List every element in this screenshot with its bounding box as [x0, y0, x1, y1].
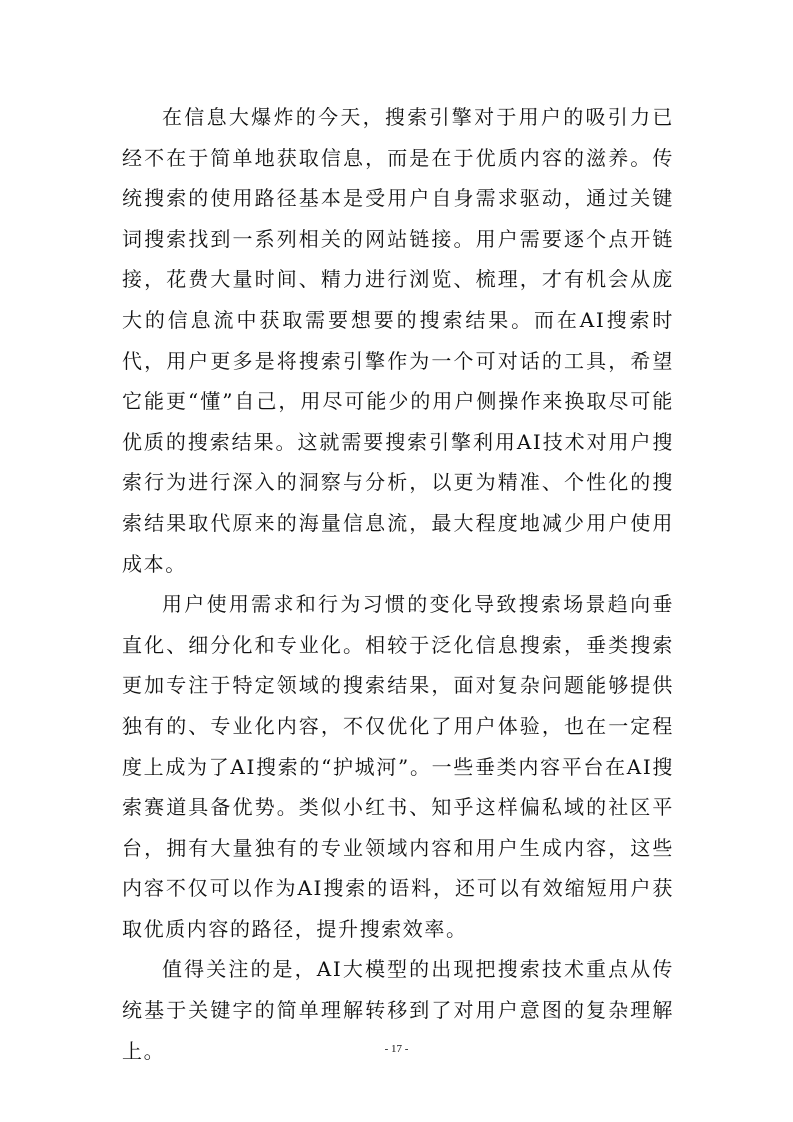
paragraph-2: 用户使用需求和行为习惯的变化导致搜索场景趋向垂直化、细分化和专业化。相较于泛化信息搜索，垂类搜索更加专注于特定领域的搜索结果，面对复杂问题能够提供独有的、专业化内容，不仅优化了用户体验，也在一定程度上成为了AI搜索的“护城河”。一些垂类内容平台在AI搜索赛道具备优势。类似小红书、知乎这样偏私域的社区平台，拥有大量独有的专业领域内容和用户生成内容，这些内容不仅可以作为AI搜索的语料，还可以有效缩短用户获取优质内容的路径，提升搜索效率。: [122, 592, 674, 941]
paragraph-1: 在信息大爆炸的今天，搜索引擎对于用户的吸引力已经不在于简单地获取信息，而是在于优质内容的滋养。传统搜索的使用路径基本是受用户自身需求驱动，通过关键词搜索找到一系列相关的网站链接。用户需要逐个点开链接，花费大量时间、精力进行浏览、梳理，才有机会从庞大的信息流中获取需要想要的搜索结果。而在AI搜索时代，用户更多是将搜索引擎作为一个可对话的工具，希望它能更“懂”自己，用尽可能少的用户侧操作来换取尽可能优质的搜索结果。这就需要搜索引擎利用AI技术对用户搜索行为进行深入的洞察与分析，以更为精准、个性化的搜索结果取代原来的海量信息流，最大程度地减少用户使用成本。: [122, 105, 674, 576]
document-body: [122, 97, 674, 1071]
page-number: - 17 -: [384, 1043, 409, 1055]
paragraph-3: 值得关注的是，AI大模型的出现把搜索技术重点从传统基于关键字的简单理解转移到了对用户意图的复杂理解上。: [122, 957, 674, 1063]
